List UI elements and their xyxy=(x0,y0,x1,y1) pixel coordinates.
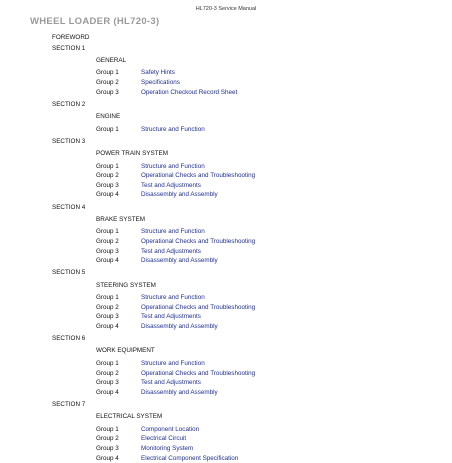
section-label: SECTION 7 xyxy=(52,400,86,408)
group-number: Group 1 xyxy=(96,162,119,170)
group-topic-link[interactable]: Disassembly and Assembly xyxy=(141,191,218,199)
group-topic-link[interactable]: Operational Checks and Troubleshooting xyxy=(141,369,256,377)
system-heading: GENERAL xyxy=(96,56,127,64)
system-heading: POWER TRAIN SYSTEM xyxy=(96,150,168,157)
group-number: Group 3 xyxy=(96,88,119,96)
group-number: Group 2 xyxy=(96,303,119,311)
group-number: Group 1 xyxy=(96,425,119,433)
group-topic-link[interactable]: Test and Adjustments xyxy=(141,181,201,189)
group-topic-link[interactable]: Test and Adjustments xyxy=(141,313,201,321)
group-number: Group 3 xyxy=(96,313,119,321)
group-topic-link[interactable]: Operational Checks and Troubleshooting xyxy=(141,238,256,245)
system-heading: BRAKE SYSTEM xyxy=(96,215,145,223)
group-number: Group 4 xyxy=(96,191,119,199)
group-topic-link[interactable]: Test and Adjustments xyxy=(141,379,201,387)
group-topic-link[interactable]: Disassembly and Assembly xyxy=(141,323,218,330)
group-number: Group 4 xyxy=(96,454,119,462)
group-number: Group 2 xyxy=(96,238,119,245)
foreword-link[interactable]: FOREWORD xyxy=(52,34,90,41)
group-topic-link[interactable]: Safety Hints xyxy=(141,69,175,77)
group-topic-link[interactable]: Operation Checkout Record Sheet xyxy=(141,88,238,96)
group-topic-link[interactable]: Monitoring System xyxy=(141,445,194,452)
group-number: Group 3 xyxy=(96,181,119,189)
group-number: Group 1 xyxy=(96,294,119,302)
group-number: Group 1 xyxy=(96,125,119,133)
group-topic-link[interactable]: Structure and Function xyxy=(141,162,205,170)
group-number: Group 1 xyxy=(96,69,119,77)
system-heading: ELECTRICAL SYSTEM xyxy=(96,413,163,421)
group-topic-link[interactable]: Operational Checks and Troubleshooting xyxy=(141,303,256,311)
group-topic-link[interactable]: Operational Checks and Troubleshooting xyxy=(141,172,256,180)
section-label: SECTION 4 xyxy=(52,203,86,211)
group-number: Group 4 xyxy=(96,323,119,330)
section-label: SECTION 1 xyxy=(52,44,86,52)
group-topic-link[interactable]: Structure and Function xyxy=(141,125,205,133)
system-heading: STEERING SYSTEM xyxy=(96,281,156,289)
group-topic-link[interactable]: Disassembly and Assembly xyxy=(141,388,218,396)
group-number: Group 3 xyxy=(96,445,119,452)
group-topic-link[interactable]: Electrical Circuit xyxy=(141,435,187,443)
group-number: Group 2 xyxy=(96,369,119,377)
system-heading: ENGINE xyxy=(96,113,121,120)
running-header: HL720-3 Service Manual xyxy=(195,6,257,12)
group-number: Group 1 xyxy=(96,228,119,236)
group-number: Group 2 xyxy=(96,79,119,86)
group-number: Group 1 xyxy=(96,360,119,367)
group-topic-link[interactable]: Structure and Function xyxy=(141,360,205,367)
group-number: Group 2 xyxy=(96,172,119,180)
group-number: Group 3 xyxy=(96,379,119,387)
group-topic-link[interactable]: Disassembly and Assembly xyxy=(141,257,218,265)
group-topic-link[interactable]: Electrical Component Specification xyxy=(141,454,239,462)
group-number: Group 4 xyxy=(96,257,119,265)
section-label: SECTION 5 xyxy=(52,269,86,277)
group-topic-link[interactable]: Component Location xyxy=(141,425,200,433)
section-label: SECTION 6 xyxy=(52,335,86,343)
section-label: SECTION 2 xyxy=(52,100,86,108)
group-topic-link[interactable]: Structure and Function xyxy=(141,294,205,302)
group-topic-link[interactable]: Specifications xyxy=(141,79,180,86)
group-number: Group 4 xyxy=(96,388,119,396)
group-topic-link[interactable]: Test and Adjustments xyxy=(141,247,201,255)
system-heading: WORK EQUIPMENT xyxy=(96,347,155,355)
group-number: Group 2 xyxy=(96,435,119,443)
document-title: WHEEL LOADER (HL720-3) xyxy=(30,16,160,27)
section-label: SECTION 3 xyxy=(52,137,86,145)
group-number: Group 3 xyxy=(96,247,119,255)
group-topic-link[interactable]: Structure and Function xyxy=(141,228,205,236)
